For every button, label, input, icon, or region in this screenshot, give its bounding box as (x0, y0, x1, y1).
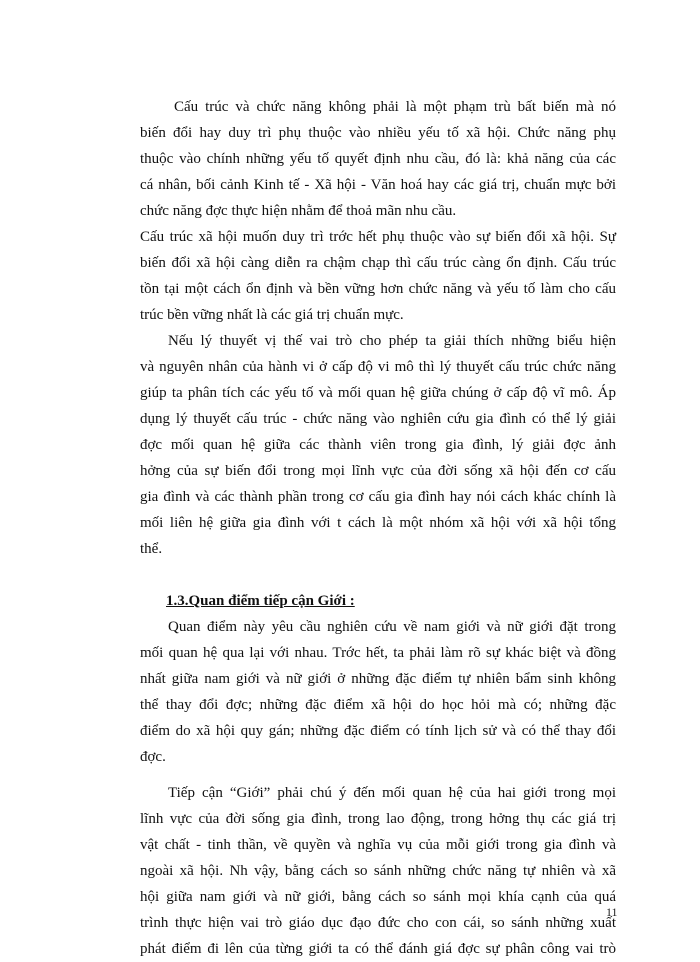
text-line: Cấu trúc xã hội muốn duy trì trớc hết phụ thuộc vào sự biến đổi xã hội. Sự (140, 229, 616, 245)
text-line: Quan điểm này yêu cầu nghiên cứu về nam giới và nữ giới đặt trong (168, 619, 616, 635)
text-line: cá nhân, bối cảnh Kinh tế - Xã hội - Văn hoá hay các giá trị, chuẩn mực bởi (140, 177, 616, 193)
text-line: phát điểm đi lên của từng giới ta có thể đánh giá đợc sự phân công vai trò (140, 941, 616, 957)
text-line: Nếu lý thuyết vị thế vai trò cho phép ta giải thích những biểu hiện (168, 333, 616, 349)
paragraph-gender-relations (140, 780, 616, 962)
text-line: thể thay đổi đợc; những đặc điểm xã hội do học hỏi mà có; những đặc (140, 697, 616, 713)
text-line: đợc. (140, 749, 166, 765)
text-line: biến đổi hay duy trì phụ thuộc vào nhiều yếu tố xã hội. Chức năng phụ (140, 125, 616, 141)
paragraph-role-theory (140, 328, 616, 562)
text-line: thể. (140, 541, 163, 557)
text-line: tồn tại một cách ổn định và bền vững hơn chức năng và yếu tố làm cho cấu (140, 281, 616, 297)
text-line: nhất giữa nam giới và nữ giới ở những đặc điểm tự nhiên bẩm sinh không (140, 671, 616, 687)
section-spacer (140, 562, 616, 588)
text-line: Cấu trúc và chức năng không phải là một phạm trù bất biến mà nó (174, 99, 616, 115)
paragraph-gender-approach (140, 614, 616, 770)
text-line: điểm do xã hội quy gán; những đặc điểm có tính lịch sử và có thể thay đổi (140, 723, 616, 739)
text-line: dụng lý thuyết cấu trúc - chức năng vào nghiên cứu gia đình có thể lý giải (140, 411, 616, 427)
text-line: và nguyên nhân của hành vi ở cấp độ vi mô thì lý thuyết cấu trúc chức năng (140, 359, 616, 375)
text-line: giúp ta phân tích các yếu tố và mối quan hệ giữa chúng ở cấp độ vĩ mô. Áp (140, 385, 616, 401)
text-line: trúc bền vững nhất là các giá trị chuẩn mực. (140, 307, 404, 323)
text-line: thuộc vào chính những yếu tố quyết định nhu cầu, đó là: khả năng của các (140, 151, 616, 167)
text-line: trình thực hiện vai trò giáo dục đạo đức cho con cái, so sánh những xuất (140, 915, 616, 931)
text-line: gia đình và các thành phần trong cơ cấu gia đình hay nói cách khác chính là (140, 489, 616, 505)
page-body (140, 94, 616, 962)
text-line: chức năng đợc thực hiện nhằm để thoả mãn nhu cầu. (140, 203, 457, 219)
paragraph-structure-function (140, 94, 616, 224)
text-line: mối liên hệ giữa gia đình với t cách là một nhóm xã hội với xã hội tổng (140, 515, 616, 531)
text-line: hởng của sự biến đổi trong mọi lĩnh vực của đời sống xã hội đến cơ cấu (140, 463, 616, 479)
text-line: đợc mối quan hệ giữa các thành viên trong gia đình, lý giải đợc ảnh (140, 437, 616, 453)
page-number: 11 (606, 905, 618, 919)
text-line: vật chất - tinh thần, về quyền và nghĩa vụ của mỗi giới trong gia đình và (140, 837, 616, 853)
text-line: ngoài xã hội. Nh vậy, bằng cách so sánh những chức năng tự nhiên và xã (140, 863, 616, 879)
paragraph-social-structure (140, 224, 616, 328)
text-line: biến đổi xã hội càng diễn ra chậm chạp thì cấu trúc càng ổn định. Cấu trúc (140, 255, 616, 271)
text-line: mối quan hệ qua lại với nhau. Trớc hết, ta phải làm rõ sự khác biệt và đồng (140, 645, 616, 661)
text-line: Tiếp cận “Giới” phải chú ý đến mối quan hệ của hai giới trong mọi (168, 785, 616, 801)
text-line: hội giữa nam giới và nữ giới, bằng cách so sánh mọi khía cạnh của quá (140, 889, 616, 905)
text-line: lĩnh vực của đời sống gia đình, trong lao động, trong hởng thụ các giá trị (140, 811, 616, 827)
section-heading: 1.3.Quan điểm tiếp cận Giới : (166, 593, 355, 609)
